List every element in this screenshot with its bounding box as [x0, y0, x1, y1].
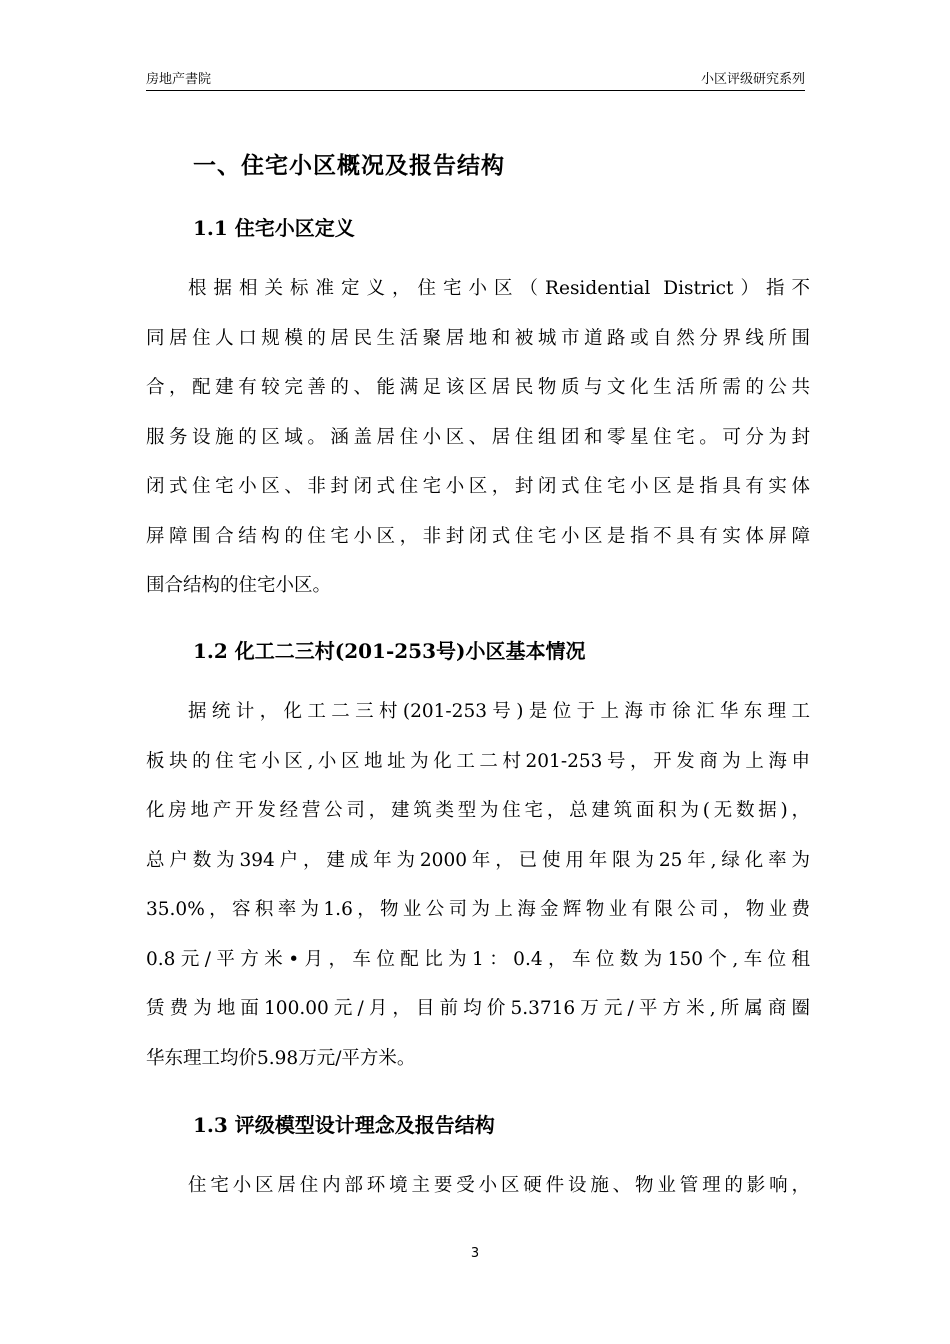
- text-line: 根据相关标准定义，住宅小区（Residential District）指不: [188, 278, 810, 299]
- text-line: 住宅小区居住内部环境主要受小区硬件设施、物业管理的影响，: [188, 1175, 810, 1196]
- header-publisher: 房地产書院: [146, 72, 212, 87]
- paragraph-1-1: [146, 264, 810, 611]
- page-number: 3: [470, 1246, 480, 1261]
- text-line: 化房地产开发经营公司，建筑类型为住宅，总建筑面积为(无数据)，: [146, 800, 810, 821]
- text-line: 0.8元/平方米•月，车位配比为1：0.4，车位数为150个,车位租: [146, 948, 810, 970]
- heading-1-3: 1.3 评级模型设计理念及报告结构: [193, 1113, 495, 1137]
- text-line: 闭式住宅小区、非封闭式住宅小区，封闭式住宅小区是指具有实体: [146, 476, 810, 497]
- paragraph-1-3: [146, 1161, 810, 1211]
- text-line: 赁费为地面100.00元/月，目前均价5.3716万元/平方米,所属商圈: [146, 998, 810, 1019]
- text-line: 总户数为394户，建成年为2000年，已使用年限为25年,绿化率为: [146, 849, 810, 871]
- text-line: 板块的住宅小区,小区地址为化工二村201-253号，开发商为上海申: [146, 750, 810, 772]
- text-line: 华东理工均价5.98万元/平方米。: [146, 1047, 416, 1069]
- heading-1-1: 1.1 住宅小区定义: [193, 216, 355, 240]
- text-line: 同居住人口规模的居民生活聚居地和被城市道路或自然分界线所围: [146, 327, 810, 349]
- heading-1-2: 1.2 化工二三村(201-253号)小区基本情况: [193, 639, 586, 663]
- text-line: 合，配建有较完善的、能满足该区居民物质与文化生活所需的公共: [146, 377, 810, 398]
- text-line: 35.0%，容积率为1.6，物业公司为上海金辉物业有限公司，物业费: [146, 899, 810, 920]
- text-line: 屏障围合结构的住宅小区，非封闭式住宅小区是指不具有实体屏障: [146, 525, 810, 547]
- header-series: 小区评级研究系列: [700, 72, 805, 87]
- section-title: 一、住宅小区概况及报告结构: [193, 152, 505, 179]
- text-line: 据统计，化工二三村(201-253号)是位于上海市徐汇华东理工: [188, 701, 810, 722]
- paragraph-1-2: [146, 687, 810, 1083]
- page-header: [146, 66, 805, 91]
- text-line: 服务设施的区域。涵盖居住小区、居住组团和零星住宅。可分为封: [146, 426, 810, 448]
- text-line: 围合结构的住宅小区。: [146, 575, 332, 596]
